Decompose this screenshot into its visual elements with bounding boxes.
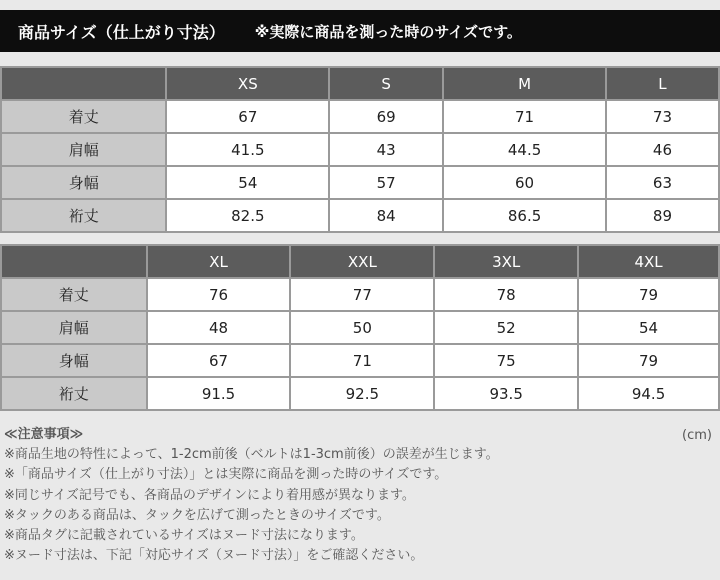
table-cell: 94.5: [579, 378, 718, 409]
table-cell: 69: [330, 101, 442, 132]
notes-heading: ≪注意事項≫: [4, 427, 84, 442]
size-header: M: [444, 68, 605, 99]
table-cell: 54: [579, 312, 718, 343]
table-cell: 76: [148, 279, 290, 310]
row-label: 裄丈: [2, 378, 146, 409]
table-cell: 82.5: [167, 200, 328, 231]
note-line: ※タックのある商品は、タックを広げて測ったときのサイズです。: [4, 507, 390, 523]
table-row: [2, 200, 718, 231]
title-note: ※実際に商品を測った時のサイズです。: [254, 22, 522, 41]
table-cell: 75: [435, 345, 577, 376]
row-label: 身幅: [2, 345, 146, 376]
table-row: [2, 134, 718, 165]
table-cell: 41.5: [167, 134, 328, 165]
table-header-row: [2, 246, 718, 277]
row-label: 着丈: [2, 279, 146, 310]
row-label: 裄丈: [2, 200, 165, 231]
table-corner-cell: [2, 246, 146, 277]
table-cell: 92.5: [291, 378, 433, 409]
page-title: 商品サイズ（仕上がり寸法）: [18, 22, 225, 42]
table-cell: 43: [330, 134, 442, 165]
table-row: [2, 378, 718, 409]
table-row: [2, 279, 718, 310]
size-header: XL: [148, 246, 290, 277]
table-cell: 93.5: [435, 378, 577, 409]
table-cell: 52: [435, 312, 577, 343]
table-cell: 79: [579, 345, 718, 376]
row-label: 身幅: [2, 167, 165, 198]
table-row: [2, 167, 718, 198]
note-line: ※商品生地の特性によって、1-2cm前後（ベルトは1-3cm前後）の誤差が生じます。: [4, 447, 499, 463]
unit-label: (cm): [682, 428, 712, 443]
size-table-1: [0, 66, 720, 233]
table-cell: 84: [330, 200, 442, 231]
size-header: S: [330, 68, 442, 99]
table-cell: 89: [607, 200, 718, 231]
row-label: 肩幅: [2, 134, 165, 165]
table-cell: 71: [291, 345, 433, 376]
notes-section: [4, 425, 716, 566]
table-cell: 60: [444, 167, 605, 198]
table-header-row: [2, 68, 718, 99]
table-corner-cell: [2, 68, 165, 99]
table-cell: 63: [607, 167, 718, 198]
size-header: XS: [167, 68, 328, 99]
table-cell: 71: [444, 101, 605, 132]
table-cell: 57: [330, 167, 442, 198]
table-row: [2, 101, 718, 132]
size-table-2: [0, 244, 720, 411]
note-line: ※同じサイズ記号でも、各商品のデザインにより着用感が異なります。: [4, 487, 415, 503]
row-label: 着丈: [2, 101, 165, 132]
table-cell: 67: [167, 101, 328, 132]
table-cell: 91.5: [148, 378, 290, 409]
table-row: [2, 345, 718, 376]
table-row: [2, 312, 718, 343]
table-cell: 50: [291, 312, 433, 343]
size-header: XXL: [291, 246, 433, 277]
table-cell: 79: [579, 279, 718, 310]
table-cell: 77: [291, 279, 433, 310]
size-header: 3XL: [435, 246, 577, 277]
table-cell: 46: [607, 134, 718, 165]
table-cell: 78: [435, 279, 577, 310]
size-header: 4XL: [579, 246, 718, 277]
note-line: ※「商品サイズ（仕上がり寸法）」とは実際に商品を測った時のサイズです。: [4, 467, 448, 483]
table-cell: 54: [167, 167, 328, 198]
row-label: 肩幅: [2, 312, 146, 343]
title-bar: [0, 10, 720, 52]
note-line: ※ヌード寸法は、下記「対応サイズ（ヌード寸法）」をご確認ください。: [4, 548, 424, 564]
table-cell: 86.5: [444, 200, 605, 231]
size-header: L: [607, 68, 718, 99]
table-cell: 73: [607, 101, 718, 132]
table-cell: 67: [148, 345, 290, 376]
table-cell: 44.5: [444, 134, 605, 165]
note-line: ※商品タグに記載されているサイズはヌード寸法になります。: [4, 528, 364, 544]
table-cell: 48: [148, 312, 290, 343]
